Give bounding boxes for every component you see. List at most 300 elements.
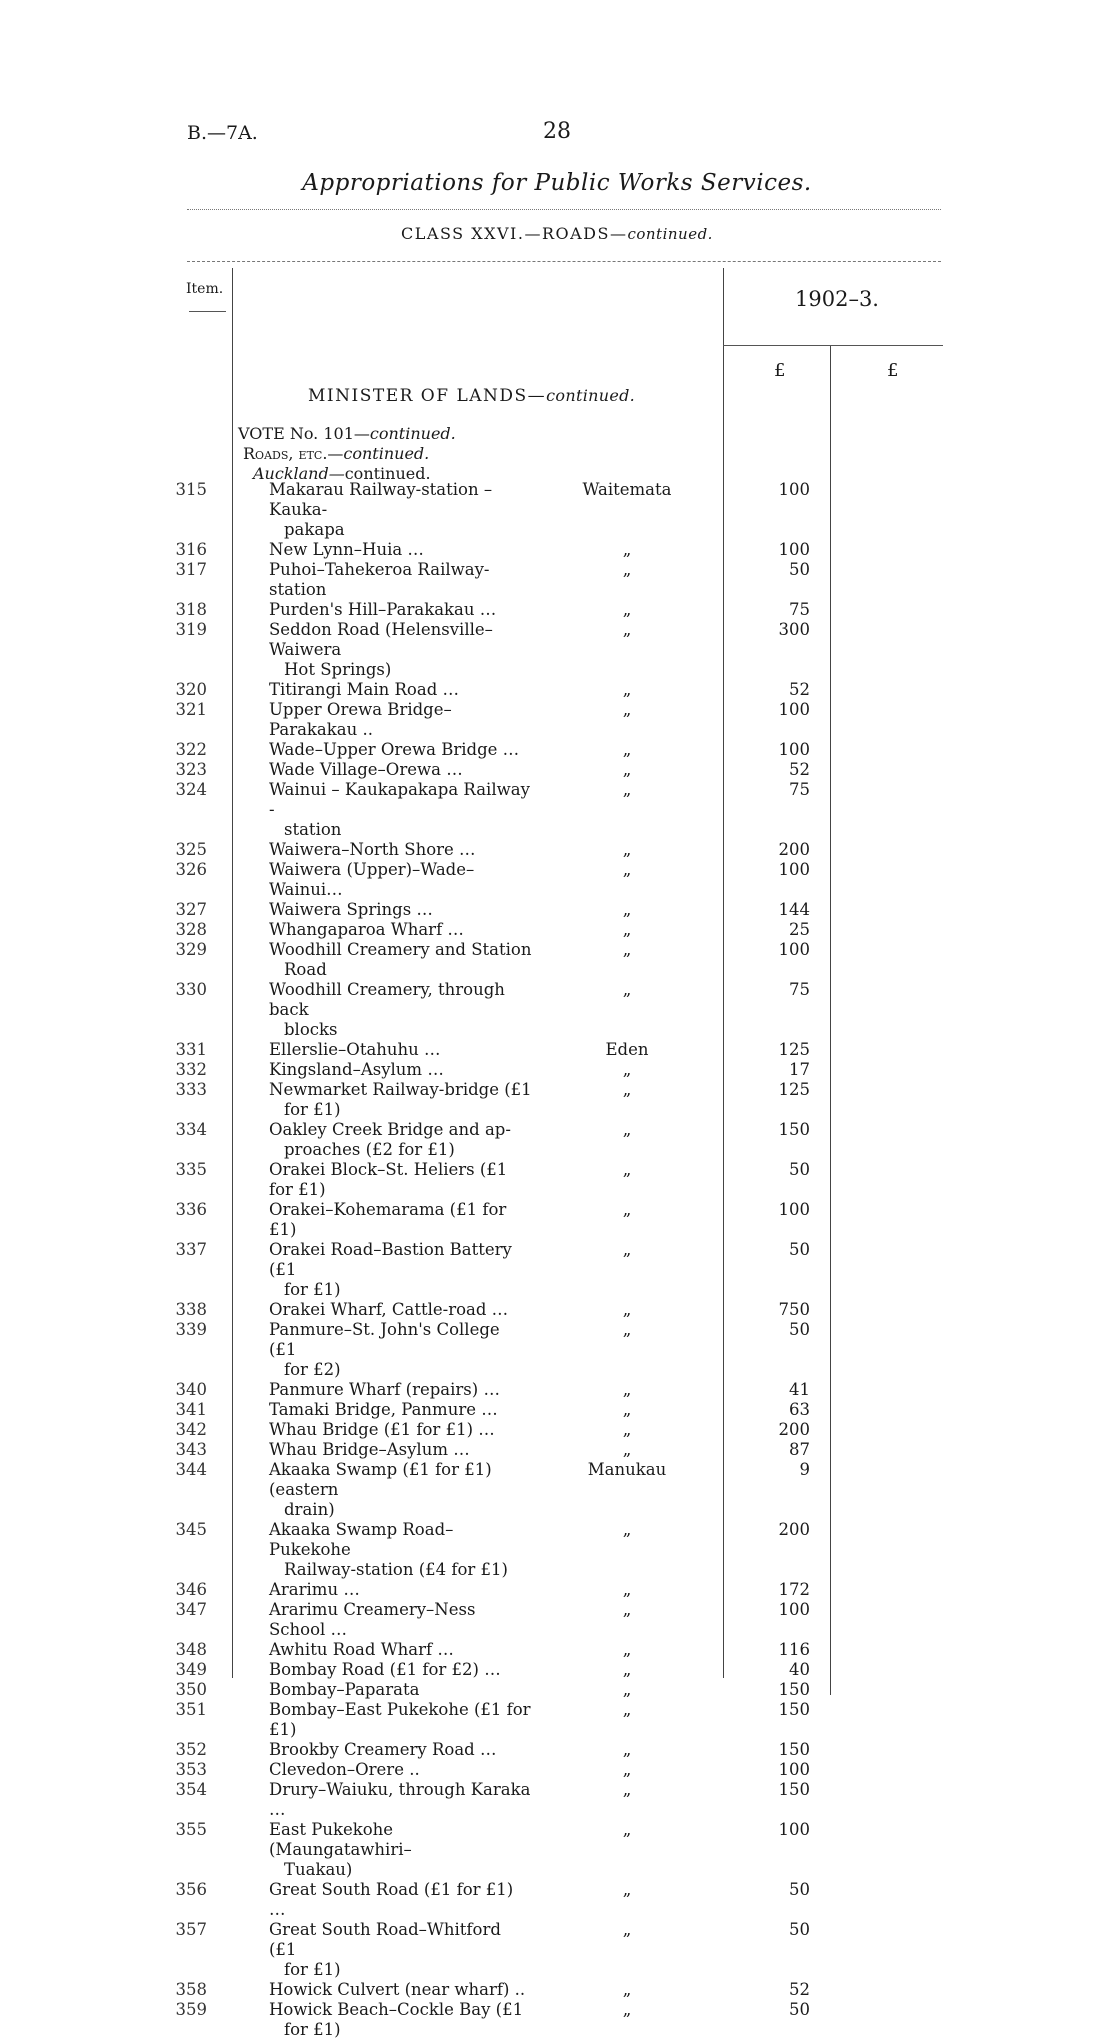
amount: 52 (789, 1980, 810, 1999)
item-description (214, 1780, 532, 1820)
item-number: 339 (175, 1320, 207, 1339)
item-column-header: Item. (186, 281, 224, 297)
amount: 300 (778, 620, 810, 639)
description-line: Waiwera (Upper)–Wade–Wainui… (269, 860, 475, 899)
item-number: 350 (175, 1680, 207, 1699)
description-line: New Lynn–Huia … (269, 540, 424, 559)
amount: 50 (789, 560, 810, 579)
electoral-district: „ (622, 1660, 632, 1679)
description-line: Titirangi Main Road … (269, 680, 460, 699)
amount: 100 (778, 740, 810, 759)
table-row (0, 940, 1114, 980)
amount: 150 (778, 1120, 810, 1139)
description-line: Bombay Road (£1 for £2) … (269, 1660, 501, 1679)
table-row (0, 480, 1114, 540)
item-number: 332 (175, 1060, 207, 1079)
item-number: 333 (175, 1080, 207, 1099)
appropriation-table (0, 480, 1114, 2040)
amount: 50 (789, 1240, 810, 1259)
table-row (0, 1580, 1114, 1600)
amount: 200 (778, 840, 810, 859)
description-line: Clevedon–Orere .. (269, 1760, 420, 1779)
table-row (0, 600, 1114, 620)
item-description (214, 900, 532, 920)
item-description (214, 1580, 532, 1600)
table-row (0, 1160, 1114, 1200)
description-line: Tamaki Bridge, Panmure … (269, 1400, 498, 1419)
table-row (0, 1920, 1114, 1980)
description-line: Whangaparoa Wharf … (269, 920, 464, 939)
item-number: 315 (175, 480, 207, 499)
table-row (0, 920, 1114, 940)
item-number: 355 (175, 1820, 207, 1839)
table-row (0, 1880, 1114, 1920)
description-line: Panmure–St. John's College (£1 (269, 1320, 500, 1359)
amount: 50 (789, 1920, 810, 1939)
electoral-district: „ (622, 680, 632, 699)
table-row (0, 1640, 1114, 1660)
amount: 75 (789, 600, 810, 619)
table-row (0, 1080, 1114, 1120)
table-row (0, 780, 1114, 840)
item-number: 358 (175, 1980, 207, 1999)
description-line: Whau Bridge–Asylum … (269, 1440, 470, 1459)
item-number: 325 (175, 840, 207, 859)
description-continuation: pakapa (284, 520, 345, 539)
amount: 50 (789, 1880, 810, 1899)
table-row (0, 1200, 1114, 1240)
electoral-district: „ (622, 2000, 632, 2019)
roads-heading (243, 444, 429, 463)
description-line: Upper Orewa Bridge–Parakakau .. (269, 700, 452, 739)
electoral-district: „ (622, 1300, 632, 1319)
table-row (0, 1380, 1114, 1400)
item-description (214, 540, 532, 560)
region-label: Auckland— (253, 464, 345, 483)
item-number: 336 (175, 1200, 207, 1219)
description-continuation: drain) (284, 1500, 335, 1519)
table-row (0, 760, 1114, 780)
class-divider (187, 261, 941, 262)
description-line: Woodhill Creamery, through back (269, 980, 505, 1019)
description-line: Great South Road (£1 for £1) … (269, 1880, 514, 1919)
page-number: 28 (543, 119, 571, 144)
electoral-district: „ (622, 860, 632, 879)
item-description (214, 1980, 532, 2000)
description-line: Waiwera–North Shore … (269, 840, 476, 859)
amount: 750 (778, 1300, 810, 1319)
page-title: Appropriations for Public Works Services. (302, 170, 812, 196)
minister-label: MINISTER OF LANDS— (308, 386, 547, 406)
table-row (0, 900, 1114, 920)
amount: 75 (789, 980, 810, 999)
item-number: 322 (175, 740, 207, 759)
electoral-district: „ (622, 780, 632, 799)
electoral-district: „ (622, 1680, 632, 1699)
description-line: Kingsland–Asylum … (269, 1060, 444, 1079)
description-line: Drury–Waiuku, through Karaka … (269, 1780, 531, 1819)
amount: 50 (789, 1160, 810, 1179)
item-number: 344 (175, 1460, 207, 1479)
electoral-district: „ (622, 1980, 632, 1999)
description-continuation: station (284, 820, 342, 839)
description-continuation: Road (284, 960, 327, 979)
roads-label: Roads, etc.— (243, 444, 344, 463)
amount: 150 (778, 1680, 810, 1699)
electoral-district: „ (622, 840, 632, 859)
item-description (214, 680, 532, 700)
item-number: 354 (175, 1780, 207, 1799)
item-number: 328 (175, 920, 207, 939)
item-description (214, 1400, 532, 1420)
description-continuation: blocks (284, 1020, 338, 1039)
item-description (214, 1880, 532, 1920)
amount: 150 (778, 1780, 810, 1799)
item-number: 318 (175, 600, 207, 619)
description-line: Panmure Wharf (repairs) … (269, 1380, 500, 1399)
electoral-district: „ (622, 1160, 632, 1179)
amount: 25 (789, 920, 810, 939)
table-row (0, 1780, 1114, 1820)
description-line: Bombay–Paparata (269, 1680, 420, 1699)
table-row (0, 1060, 1114, 1080)
amount: 50 (789, 1320, 810, 1339)
description-line: Orakei Block–St. Heliers (£1 for £1) (269, 1160, 508, 1199)
electoral-district: „ (622, 1700, 632, 1719)
item-number: 349 (175, 1660, 207, 1679)
description-line: Newmarket Railway-bridge (£1 (269, 1080, 532, 1099)
description-line: Purden's Hill–Parakakau … (269, 600, 497, 619)
description-line: Howick Beach–Cockle Bay (£1 (269, 2000, 524, 2019)
item-number: 347 (175, 1600, 207, 1619)
item-description (214, 1440, 532, 1460)
description-line: Akaaka Swamp (£1 for £1) (eastern (269, 1460, 492, 1499)
item-number: 330 (175, 980, 207, 999)
year-header-underline (723, 345, 943, 346)
description-line: Waiwera Springs … (269, 900, 433, 919)
amount: 100 (778, 1760, 810, 1779)
amount: 87 (789, 1440, 810, 1459)
item-number: 342 (175, 1420, 207, 1439)
item-number: 359 (175, 2000, 207, 2019)
minister-continued: continued. (546, 386, 636, 405)
table-row (0, 1740, 1114, 1760)
table-row (0, 1300, 1114, 1320)
electoral-district: „ (622, 740, 632, 759)
electoral-district: „ (622, 1580, 632, 1599)
description-line: Orakei Road–Bastion Battery (£1 (269, 1240, 512, 1279)
electoral-district: „ (622, 1740, 632, 1759)
amount: 144 (778, 900, 810, 919)
description-continuation: Hot Springs) (284, 660, 392, 679)
table-row (0, 1820, 1114, 1880)
amount: 9 (799, 1460, 810, 1479)
description-line: Bombay–East Pukekohe (£1 for £1) (269, 1700, 531, 1739)
item-description (214, 1300, 532, 1320)
class-label: CLASS XXVI.—ROADS— (401, 224, 628, 243)
description-line: Whau Bridge (£1 for £1) … (269, 1420, 495, 1439)
table-row (0, 1600, 1114, 1640)
amount: 75 (789, 780, 810, 799)
electoral-district: „ (622, 1880, 632, 1899)
item-description (214, 560, 532, 600)
class-continued: continued. (627, 225, 713, 243)
amount: 63 (789, 1400, 810, 1419)
item-number: 324 (175, 780, 207, 799)
year-column-header: 1902–3. (795, 287, 879, 311)
description-line: Ararimu Creamery–Ness School … (269, 1600, 476, 1639)
description-continuation: for £1) (284, 1960, 341, 1979)
description-continuation: proaches (£2 for £1) (284, 1140, 455, 1159)
electoral-district: „ (622, 1380, 632, 1399)
item-description (214, 1160, 532, 1200)
description-continuation: for £1) (284, 1280, 341, 1299)
item-description (214, 920, 532, 940)
item-number: 327 (175, 900, 207, 919)
description-continuation: for £2) (284, 1360, 341, 1379)
electoral-district: „ (622, 1920, 632, 1939)
electoral-district: „ (622, 920, 632, 939)
item-description (214, 480, 532, 540)
table-row (0, 1240, 1114, 1300)
item-number: 346 (175, 1580, 207, 1599)
table-row (0, 1400, 1114, 1420)
electoral-district: „ (622, 620, 632, 639)
electoral-district: „ (622, 900, 632, 919)
electoral-district: „ (622, 1780, 632, 1799)
amount: 100 (778, 700, 810, 719)
item-description (214, 1760, 532, 1780)
item-description (214, 2000, 532, 2040)
table-row (0, 620, 1114, 680)
amount: 200 (778, 1420, 810, 1439)
description-line: Oakley Creek Bridge and ap- (269, 1120, 511, 1139)
amount: 100 (778, 1820, 810, 1839)
item-description (214, 1920, 532, 1980)
item-number: 319 (175, 620, 207, 639)
description-line: Ararimu … (269, 1580, 360, 1599)
vote-heading (238, 424, 456, 443)
description-line: Makarau Railway-station – Kauka- (269, 480, 493, 519)
electoral-district: „ (622, 1120, 632, 1139)
table-row (0, 1520, 1114, 1580)
item-description (214, 1240, 532, 1300)
table-row (0, 680, 1114, 700)
amount: 100 (778, 1600, 810, 1619)
description-line: Wade–Upper Orewa Bridge … (269, 740, 520, 759)
item-number: 329 (175, 940, 207, 959)
description-line: Orakei Wharf, Cattle-road … (269, 1300, 509, 1319)
item-description (214, 1420, 532, 1440)
electoral-district: „ (622, 1060, 632, 1079)
table-row (0, 700, 1114, 740)
region-continued: continued. (344, 464, 431, 483)
item-number: 320 (175, 680, 207, 699)
item-description (214, 600, 532, 620)
table-row (0, 840, 1114, 860)
item-description (214, 980, 532, 1040)
table-row (0, 1680, 1114, 1700)
description-line: Orakei–Kohemarama (£1 for £1) (269, 1200, 507, 1239)
description-continuation: for £1) (284, 2020, 341, 2039)
amount: 17 (789, 1060, 810, 1079)
item-number: 353 (175, 1760, 207, 1779)
item-number: 316 (175, 540, 207, 559)
amount: 100 (778, 480, 810, 499)
currency-symbol-2: £ (887, 360, 899, 381)
description-continuation: Tuakau) (284, 1860, 353, 1879)
item-number: 335 (175, 1160, 207, 1179)
electoral-district: „ (622, 700, 632, 719)
electoral-district: „ (622, 1820, 632, 1839)
amount: 52 (789, 680, 810, 699)
amount: 100 (778, 1200, 810, 1219)
electoral-district: „ (622, 1440, 632, 1459)
table-row (0, 560, 1114, 600)
item-number: 331 (175, 1040, 207, 1059)
item-number: 341 (175, 1400, 207, 1419)
item-number: 340 (175, 1380, 207, 1399)
description-line: East Pukekohe (Maungatawhiri– (269, 1820, 412, 1859)
electoral-district: „ (622, 540, 632, 559)
amount: 100 (778, 940, 810, 959)
table-row (0, 1440, 1114, 1460)
electoral-district: „ (622, 940, 632, 959)
description-line: Great South Road–Whitford (£1 (269, 1920, 501, 1959)
item-number: 323 (175, 760, 207, 779)
electoral-district: „ (622, 1760, 632, 1779)
item-description (214, 840, 532, 860)
class-heading (0, 224, 1114, 243)
description-line: Puhoi–Tahekeroa Railway-station (269, 560, 490, 599)
table-row (0, 540, 1114, 560)
table-row (0, 1760, 1114, 1780)
item-description (214, 740, 532, 760)
amount: 40 (789, 1660, 810, 1679)
item-number: 334 (175, 1120, 207, 1139)
description-continuation: Railway-station (£4 for £1) (284, 1560, 508, 1579)
item-description (214, 1660, 532, 1680)
item-description (214, 1700, 532, 1740)
table-row (0, 1700, 1114, 1740)
item-description (214, 760, 532, 780)
roads-continued: continued. (343, 444, 430, 463)
amount: 100 (778, 860, 810, 879)
table-row (0, 1460, 1114, 1520)
item-description (214, 940, 532, 980)
amount: 100 (778, 540, 810, 559)
amount: 116 (778, 1640, 810, 1659)
electoral-district: „ (622, 1420, 632, 1439)
item-number: 356 (175, 1880, 207, 1899)
item-description (214, 620, 532, 680)
table-row (0, 2000, 1114, 2040)
description-line: Akaaka Swamp Road–Pukekohe (269, 1520, 454, 1559)
electoral-district: „ (622, 1400, 632, 1419)
description-line: Woodhill Creamery and Station (269, 940, 532, 959)
electoral-district: „ (622, 1520, 632, 1539)
amount: 172 (778, 1580, 810, 1599)
electoral-district: „ (622, 1640, 632, 1659)
table-row (0, 1660, 1114, 1680)
item-description (214, 1520, 532, 1580)
description-line: Brookby Creamery Road … (269, 1740, 497, 1759)
electoral-district: „ (622, 1080, 632, 1099)
electoral-district: Waitemata (582, 480, 672, 499)
amount: 125 (778, 1040, 810, 1059)
title-divider (187, 209, 941, 210)
currency-symbol-1: £ (774, 360, 786, 381)
electoral-district: „ (622, 560, 632, 579)
item-description (214, 1460, 532, 1520)
description-line: Howick Culvert (near wharf) .. (269, 1980, 526, 1999)
item-header-underline (189, 311, 226, 312)
item-number: 345 (175, 1520, 207, 1539)
item-number: 357 (175, 1920, 207, 1939)
table-row (0, 1980, 1114, 2000)
amount: 125 (778, 1080, 810, 1099)
item-description (214, 1200, 532, 1240)
item-description (214, 1320, 532, 1380)
item-description (214, 1680, 532, 1700)
item-number: 326 (175, 860, 207, 879)
electoral-district: „ (622, 980, 632, 999)
amount: 150 (778, 1740, 810, 1759)
table-row (0, 1120, 1114, 1160)
amount: 52 (789, 760, 810, 779)
item-description (214, 1740, 532, 1760)
item-number: 348 (175, 1640, 207, 1659)
electoral-district: „ (622, 1600, 632, 1619)
description-line: Wade Village–Orewa … (269, 760, 463, 779)
item-description (214, 860, 532, 900)
item-number: 352 (175, 1740, 207, 1759)
item-number: 343 (175, 1440, 207, 1459)
table-row (0, 740, 1114, 760)
table-row (0, 1320, 1114, 1380)
amount: 200 (778, 1520, 810, 1539)
table-row (0, 1040, 1114, 1060)
item-number: 317 (175, 560, 207, 579)
item-description (214, 1820, 532, 1880)
item-description (214, 1380, 532, 1400)
item-number: 337 (175, 1240, 207, 1259)
item-number: 351 (175, 1700, 207, 1719)
electoral-district: „ (622, 1320, 632, 1339)
electoral-district: Manukau (587, 1460, 667, 1479)
item-description (214, 1120, 532, 1160)
amount: 50 (789, 2000, 810, 2019)
description-continuation: for £1) (284, 1100, 341, 1119)
electoral-district: „ (622, 1200, 632, 1219)
description-line: Awhitu Road Wharf … (269, 1640, 454, 1659)
item-description (214, 1040, 532, 1060)
item-description (214, 1060, 532, 1080)
item-number: 321 (175, 700, 207, 719)
vote-label: VOTE No. 101— (238, 424, 370, 443)
description-line: Wainui – Kaukapakapa Railway - (269, 780, 530, 819)
item-description (214, 1080, 532, 1120)
document-reference: B.—7A. (187, 122, 258, 144)
item-description (214, 1600, 532, 1640)
table-row (0, 860, 1114, 900)
electoral-district: „ (622, 1240, 632, 1259)
amount: 41 (789, 1380, 810, 1399)
electoral-district: Eden (605, 1040, 649, 1059)
item-description (214, 1640, 532, 1660)
vote-continued: continued. (369, 424, 456, 443)
item-number: 338 (175, 1300, 207, 1319)
